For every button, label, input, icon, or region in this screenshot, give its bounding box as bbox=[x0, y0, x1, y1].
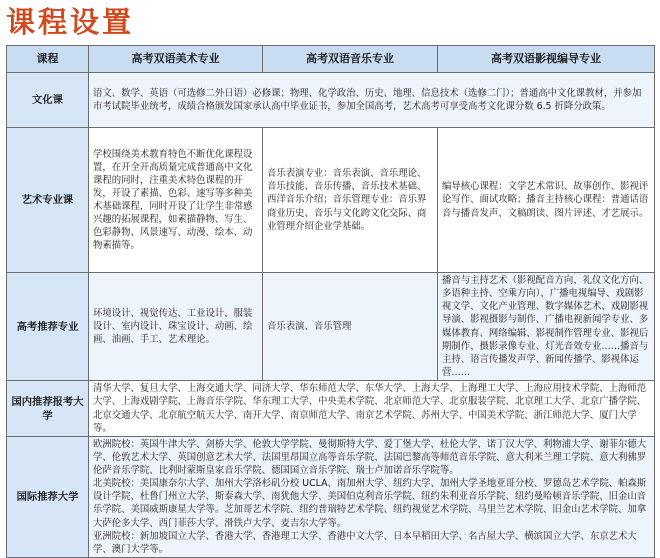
majors-music-text: 音乐表演、音乐管理 bbox=[263, 273, 438, 381]
majors-fine-art-text: 环境设计、视觉传达、工业设计、服装设计、室内设计、珠宝设计、动画、绘画、油画、手工、艺术理论。 bbox=[89, 273, 263, 381]
table-header-row bbox=[7, 46, 655, 73]
course-table bbox=[6, 45, 655, 558]
art-music-text: 音乐表演专业：音乐表演、音乐理论、音乐技能、音乐传播、音乐技术基础、西洋音乐介绍；音乐管理专业：音乐界商业历史、音乐与文化跨文化交际、商业管理介绍企业学基础。 bbox=[263, 128, 438, 273]
culture-text: 语文、数学、英语（可选修二外日语）必修课；物理、化学政治、历史、地理、信息技术（选修二门）；普通高中文化课教材，并参加市考试院毕业统考，成绩合格颁发国家承认高中毕业证书，参加全国高考，艺术高考可享受高考文化课分数 6.5 折降分政策。 bbox=[89, 73, 655, 128]
international-asia-text: 亚洲院校：新加坡国立大学、香港大学、香港理工大学、香港中文大学、日本早稻田大学、名古屋大学、横滨国立大学、东京艺术大学、澳门大学等。 bbox=[93, 530, 637, 555]
art-fine-art-text: 学校围绕美术教育特色不断优化课程设置，在开全开高质量完成普通高中文化课程的同时，注重美术特色课程的开发，开设了素描、色彩、速写等多种美术基础课程，同时开设了让学生非常感兴趣的拓展课程，如素描静物、写生、色彩静物、风景速写、动漫、绘本、动物素描等。 bbox=[89, 128, 263, 273]
domestic-text: 清华大学、复旦大学、上海交通大学、同济大学、华东师范大学、东华大学、上海大学、上海理工大学、上海应用技术学院、上海师范大学、上海戏剧学院、上海音乐学院、华东理工大学、中央美术学院、北京师范大学、北京服装学院、北京理工大学、北京广播学院、北京交通大学、北京航空航天大学、南开大学、南京师范大学、南京艺术学院、苏州大学、中国美术学院、浙江师范大学、厦门大学等。 bbox=[89, 381, 655, 437]
header-course: 课程 bbox=[7, 46, 89, 73]
majors-film-text: 播音与主持艺术（影视配音方向、礼仪文化方向、多语种主持、空乘方向）、广播电视编导、戏剧影视文学、文化产业管理、数字媒体艺术、戏剧影视导演、影视摄影与制作、广播电视新闻学专业、多媒体教育、网络编辑、影视制作管理专业、影视后期制作、摄影录像专业、灯光音效专业……播音与主持、语言传播发声学、新闻传播学、影视体运营…… bbox=[438, 273, 655, 381]
row-label-art: 艺术专业课 bbox=[7, 128, 89, 273]
header-fine-art: 高考双语美术专业 bbox=[89, 46, 263, 73]
header-music: 高考双语音乐专业 bbox=[263, 46, 438, 73]
header-film: 高考双语影视编导专业 bbox=[438, 46, 655, 73]
row-label-domestic: 国内推荐报考大学 bbox=[7, 381, 89, 437]
page-title: 课程设置 bbox=[6, 5, 135, 39]
international-europe-text: 欧洲院校：英国牛津大学、剑桥大学、伦敦大学学院、曼彻斯特大学、爱丁堡大学、杜伦大学、诺丁汉大学、利物浦大学、谢菲尔德大学、伦敦艺术大学、英国创意艺术大学、法国里昂国立高等音乐学院、法国巴黎高等师范音乐学院、意大利米兰理工学院、意大利佛罗伦萨音乐学院、比利时蒙斯皇家音乐学院、德国国立音乐学院、瑞士卢加诺音乐学院等。 bbox=[93, 439, 647, 477]
row-label-majors: 高考推荐专业 bbox=[7, 273, 89, 381]
row-label-culture: 文化课 bbox=[7, 73, 89, 128]
row-majors bbox=[7, 273, 655, 381]
row-label-international: 国际推荐大学 bbox=[7, 437, 89, 558]
international-cell bbox=[89, 437, 655, 558]
row-culture bbox=[7, 73, 655, 128]
row-domestic bbox=[7, 381, 655, 437]
row-art bbox=[7, 128, 655, 273]
international-america-text: 北美院校：美国康奈尔大学、加州大学洛杉矶分校 UCLA、南加州大学、纽约大学、加州大学圣地亚哥分校、罗德岛艺术学院、帕森斯设计学院、杜鲁门州立大学、斯泰森大学、南犹他大学、美国伯克利音乐学院、纽约朱利亚音乐学院、纽约曼哈顿音乐学院、旧金山音乐学院、美国威斯康星大学等。芝加哥艺术学院、纽约普瑞特艺术学院、纽约视觉艺术学院、马里兰艺术学院、旧金山艺术学院、加拿大萨伦多大学、西门菲莎大学、滑铁卢大学、麦吉尔大学等。 bbox=[93, 478, 647, 529]
art-film-text: 编导核心课程：文学艺术常识、故事创作、影视评论写作、面试攻略；播音主持核心课程：普通话语音与播音发声、文稿朗读、图片评述、才艺展示。 bbox=[438, 128, 655, 273]
row-international bbox=[7, 437, 655, 558]
